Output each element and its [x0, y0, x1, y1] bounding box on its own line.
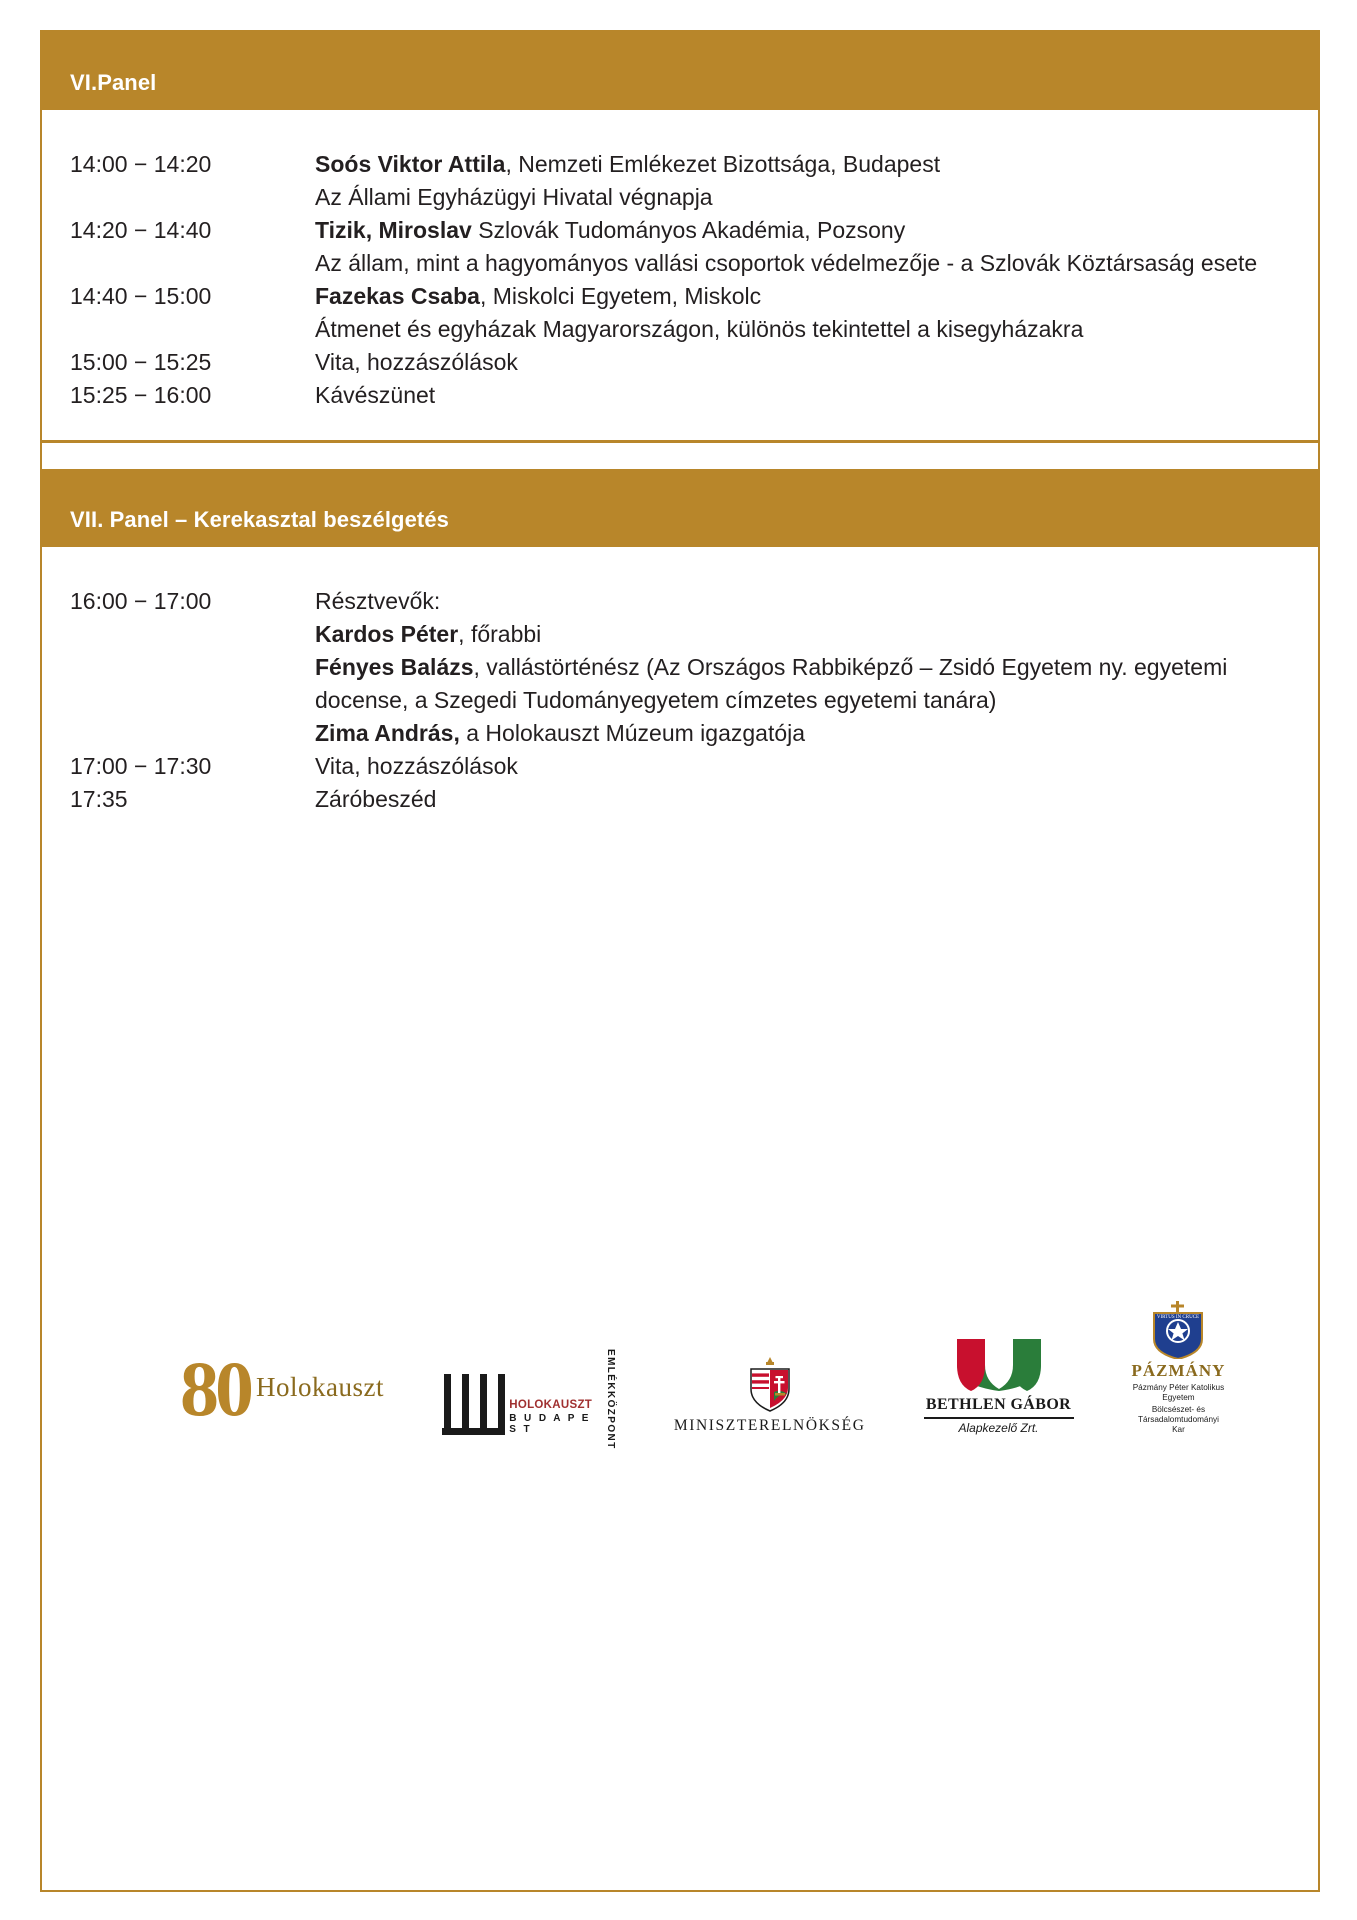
miniszterelnokseg-label: MINISZTERELNÖKSÉG	[673, 1417, 866, 1434]
panel-vii-title: VII. Panel – Kerekasztal beszélgetés	[70, 507, 450, 532]
panel-vi-header	[42, 32, 1318, 110]
row-description	[315, 214, 1290, 247]
talk-title: Átmenet és egyházak Magyarországon, különös tekintettel a kisegyházakra	[315, 316, 1084, 342]
talk-title: Az Állami Egyházügyi Hivatal végnapja	[315, 184, 713, 210]
panel-vii-header	[42, 469, 1318, 547]
bethlen-gabor-subtitle: Alapkezelő Zrt.	[958, 1421, 1039, 1435]
schedule-row	[70, 585, 1290, 618]
hdke-line-budapest: B U D A P E S T	[509, 1413, 591, 1435]
holokauszt-wordmark: Holokauszt	[256, 1371, 384, 1402]
row-description	[315, 717, 1290, 750]
schedule-row-continuation	[70, 247, 1290, 280]
svg-text:VIRTUS IN CRUCE: VIRTUS IN CRUCE	[1157, 1315, 1200, 1320]
row-time: 15:00 − 15:25	[70, 349, 212, 375]
participant-role: , főrabbi	[458, 621, 542, 647]
hdke-line-emlekkozpont: EMLÉKKÖZPONT	[604, 1349, 616, 1450]
panel-vii	[42, 469, 1318, 844]
row-description: Záróbeszéd	[315, 786, 437, 812]
speaker-name: Tizik, Miroslav	[315, 217, 472, 243]
bethlen-shield-icon	[955, 1337, 1043, 1393]
speaker-name: Fazekas Csaba	[315, 283, 480, 309]
schedule-row	[70, 214, 1290, 247]
row-description: Kávészünet	[315, 382, 436, 408]
logo-pazmany	[1132, 1301, 1226, 1435]
hdke-wordmark	[509, 1399, 603, 1435]
schedule-row-continuation	[70, 313, 1290, 346]
row-description	[315, 148, 1290, 181]
row-time: 14:40 − 15:00	[70, 283, 212, 309]
logo-holokauszt-emlekkozpont	[442, 1335, 616, 1450]
speaker-affiliation: , Miskolci Egyetem, Miskolc	[479, 283, 762, 309]
schedule-row-continuation	[70, 181, 1290, 214]
row-description	[315, 651, 1290, 717]
row-time: 16:00 − 17:00	[70, 588, 212, 614]
logo-miniszterelnokseg	[674, 1355, 866, 1435]
program-content	[42, 32, 1318, 844]
schedule-row	[70, 280, 1290, 313]
row-time: 15:25 − 16:00	[70, 382, 212, 408]
participant-row	[70, 618, 1290, 651]
participant-row	[70, 651, 1290, 717]
row-time: 17:00 − 17:30	[70, 753, 212, 779]
row-time: 14:20 − 14:40	[70, 217, 212, 243]
row-description	[315, 618, 1290, 651]
logo-bethlen-gabor	[924, 1337, 1074, 1435]
schedule-row	[70, 148, 1290, 181]
row-time: 14:00 − 14:20	[70, 151, 212, 177]
panel-separator	[42, 443, 1318, 469]
participant-role: a Holokauszt Múzeum igazgatója	[459, 720, 806, 746]
eighty-numeral: 80	[180, 1345, 250, 1432]
participant-name: Fényes Balázs	[315, 654, 474, 680]
schedule-row	[70, 750, 1290, 783]
speaker-name: Soós Viktor Attila	[315, 151, 506, 177]
row-description: Résztvevők:	[315, 588, 441, 614]
bethlen-gabor-title: BETHLEN GÁBOR	[925, 1396, 1072, 1413]
row-description: Vita, hozzászólások	[315, 753, 518, 779]
participant-name: Kardos Péter	[315, 621, 459, 647]
participant-name: Zima András,	[315, 720, 460, 746]
speaker-affiliation: Szlovák Tudományos Akadémia, Pozsony	[471, 217, 906, 243]
panel-vi	[42, 32, 1318, 443]
schedule-row	[70, 783, 1290, 816]
logo-holokauszt-80	[180, 1343, 384, 1435]
row-description	[315, 280, 1290, 313]
speaker-affiliation: , Nemzeti Emlékezet Bizottsága, Budapest	[505, 151, 941, 177]
panel-vi-title: VI.Panel	[70, 70, 157, 95]
schedule-row	[70, 346, 1290, 379]
participant-row	[70, 717, 1290, 750]
pazmany-subtitle-2: Bölcsészet- és Társadalomtudományi Kar	[1137, 1405, 1219, 1434]
pazmany-subtitle-1: Pázmány Péter Katolikus Egyetem	[1132, 1383, 1225, 1402]
schedule-row	[70, 379, 1290, 412]
row-description: Vita, hozzászólások	[315, 349, 518, 375]
row-time: 17:35	[70, 786, 128, 812]
panel-vii-body	[42, 547, 1318, 844]
talk-title: Az állam, mint a hagyományos vallási csoportok védelmezője - a Szlovák Köztársaság esete	[315, 250, 1258, 276]
bethlen-divider	[924, 1417, 1074, 1419]
hdke-mark-icon	[442, 1373, 505, 1435]
participant-role: , vallástörténész (Az Országos Rabbiképző – Zsidó Egyetem ny. egyetemi docense, a Szegedi Tudományegyetem címzetes egyetemi tanára)	[315, 654, 1228, 713]
sponsor-logos	[180, 1315, 1226, 1450]
pazmany-crest-icon	[1150, 1301, 1206, 1359]
panel-vi-body	[42, 110, 1318, 440]
hdke-line-holokauszt: HOLOKAUSZT	[509, 1399, 593, 1411]
hungarian-coat-of-arms-icon	[747, 1355, 793, 1413]
pazmany-title: PÁZMÁNY	[1131, 1361, 1226, 1380]
